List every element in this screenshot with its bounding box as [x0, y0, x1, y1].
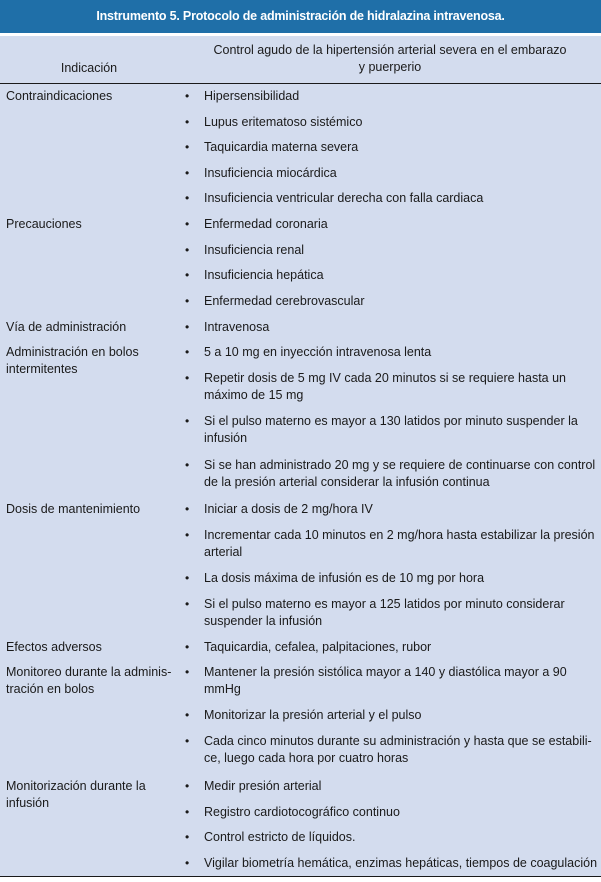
- bullet-icon: •: [185, 371, 190, 385]
- row-label-line: Contraindicaciones: [6, 89, 113, 103]
- row-label: [6, 344, 176, 378]
- list-item-text: [204, 664, 596, 698]
- row-label: [6, 639, 176, 656]
- list-item-line: Repetir dosis de 5 mg IV cada 20 minutos si se requiere hasta un: [204, 371, 567, 385]
- list-item-line: Registro cardiotocográfico continuo: [204, 805, 400, 819]
- row-label: [6, 88, 176, 105]
- bullet-icon: •: [185, 708, 190, 722]
- bullet-icon: •: [185, 320, 190, 334]
- list-item-text: [204, 804, 596, 821]
- bullet-icon: •: [185, 115, 190, 129]
- bullet-icon: •: [185, 571, 190, 585]
- list-item-text: [204, 639, 596, 656]
- row-label-line: Precauciones: [6, 217, 82, 231]
- list-item-text: [204, 829, 596, 846]
- list-item-text: [204, 501, 596, 518]
- bullet-icon: •: [185, 597, 190, 611]
- list-item-line: Taquicardia materna severa: [204, 140, 359, 154]
- list-item-line: Insuficiencia hepática: [204, 268, 324, 282]
- row-label: [6, 319, 176, 336]
- list-item-line: Enfermedad cerebrovascular: [204, 294, 365, 308]
- bullet-icon: •: [185, 140, 190, 154]
- list-item-line: Hipersensibilidad: [204, 89, 300, 103]
- list-item-line: Cada cinco minutos durante su administración y hasta que se estabili-: [204, 734, 592, 748]
- bullet-icon: •: [185, 268, 190, 282]
- list-item-line: de la presión arterial considerar la infusión continua: [204, 475, 490, 489]
- row-label: [6, 664, 176, 698]
- list-item-text: [204, 733, 596, 767]
- list-item-line: Intravenosa: [204, 320, 270, 334]
- list-item-line: Monitorizar la presión arterial y el pulso: [204, 708, 422, 722]
- bullet-icon: •: [185, 458, 190, 472]
- row-label: [6, 216, 176, 233]
- list-item-line: mmHg: [204, 682, 241, 696]
- table-header: [0, 36, 601, 84]
- list-item-text: [204, 778, 596, 795]
- list-item-text: [204, 707, 596, 724]
- row-label-line: Dosis de mantenimiento: [6, 502, 141, 516]
- row-label: [6, 501, 176, 518]
- bullet-icon: •: [185, 166, 190, 180]
- bullet-icon: •: [185, 805, 190, 819]
- list-item-text: [204, 242, 596, 259]
- bullet-icon: •: [185, 345, 190, 359]
- bottom-rule: [0, 876, 601, 877]
- bullet-icon: •: [185, 734, 190, 748]
- row-label-line: Monitoreo durante la adminis-: [6, 665, 172, 679]
- list-item-line: Enfermedad coronaria: [204, 217, 328, 231]
- bullet-icon: •: [185, 640, 190, 654]
- row-label-line: tración en bolos: [6, 682, 95, 696]
- bullet-icon: •: [185, 528, 190, 542]
- bullet-icon: •: [185, 502, 190, 516]
- list-item-line: arterial: [204, 545, 243, 559]
- list-item-line: Medir presión arterial: [204, 779, 322, 793]
- list-item-line: Si el pulso materno es mayor a 125 latidos por minuto considerar: [204, 597, 565, 611]
- bullet-icon: •: [185, 414, 190, 428]
- list-item-text: [204, 88, 596, 105]
- header-control: [190, 42, 590, 76]
- list-item-text: [204, 570, 596, 587]
- list-item-text: [204, 165, 596, 182]
- list-item-line: Iniciar a dosis de 2 mg/hora IV: [204, 502, 373, 516]
- bullet-icon: •: [185, 830, 190, 844]
- list-item-line: infusión: [204, 431, 248, 445]
- list-item-text: [204, 457, 596, 491]
- bullet-icon: •: [185, 294, 190, 308]
- list-item-text: [204, 293, 596, 310]
- list-item-line: Insuficiencia renal: [204, 243, 305, 257]
- list-item-line: 5 a 10 mg en inyección intravenosa lenta: [204, 345, 432, 359]
- list-item-line: máximo de 15 mg: [204, 388, 304, 402]
- list-item-text: [204, 267, 596, 284]
- row-label-line: intermitentes: [6, 362, 78, 376]
- list-item-line: Insuficiencia miocárdica: [204, 166, 337, 180]
- list-item-text: [204, 413, 596, 447]
- list-item-text: [204, 114, 596, 131]
- list-item-line: La dosis máxima de infusión es de 10 mg por hora: [204, 571, 485, 585]
- list-item-line: Mantener la presión sistólica mayor a 140 y diastólica mayor a 90: [204, 665, 567, 679]
- row-label-line: Monitorización durante la: [6, 779, 146, 793]
- list-item-text: [204, 370, 596, 404]
- list-item-text: [204, 319, 596, 336]
- bullet-icon: •: [185, 856, 190, 870]
- list-item-text: [204, 139, 596, 156]
- row-label-line: Vía de administración: [6, 320, 127, 334]
- list-item-line: Insuficiencia ventricular derecha con falla cardiaca: [204, 191, 484, 205]
- list-item-text: [204, 596, 596, 630]
- bullet-icon: •: [185, 243, 190, 257]
- row-label-line: Administración en bolos: [6, 345, 139, 359]
- list-item-line: Lupus eritematoso sistémico: [204, 115, 363, 129]
- list-item-line: suspender la infusión: [204, 614, 323, 628]
- protocol-table: [0, 36, 601, 876]
- row-label: [6, 778, 176, 812]
- list-item-text: [204, 216, 596, 233]
- bullet-icon: •: [185, 89, 190, 103]
- list-item-line: Si se han administrado 20 mg y se requiere de continuarse con control: [204, 458, 596, 472]
- list-item-text: [204, 527, 596, 561]
- list-item-line: ce, luego cada hora por cuatro horas: [204, 751, 409, 765]
- table-title: Instrumento 5. Protocolo de administración de hidralazina intravenosa.: [0, 0, 601, 33]
- list-item-text: [204, 855, 596, 872]
- row-label-line: infusión: [6, 796, 50, 810]
- list-item-line: Control estricto de líquidos.: [204, 830, 356, 844]
- list-item-line: Vigilar biometría hemática, enzimas hepáticas, tiempos de coagulación: [204, 856, 598, 870]
- header-control-line2: y puerperio: [358, 60, 422, 74]
- bullet-icon: •: [185, 779, 190, 793]
- bullet-icon: •: [185, 217, 190, 231]
- row-label-line: Efectos adversos: [6, 640, 102, 654]
- header-control-line1: Control agudo de la hipertensión arterial severa en el embarazo: [213, 43, 567, 57]
- bullet-icon: •: [185, 191, 190, 205]
- list-item-line: Taquicardia, cefalea, palpitaciones, rubor: [204, 640, 432, 654]
- list-item-line: Si el pulso materno es mayor a 130 latidos por minuto suspender la: [204, 414, 578, 428]
- list-item-line: Incrementar cada 10 minutos en 2 mg/hora hasta estabilizar la presión: [204, 528, 595, 542]
- list-item-text: [204, 190, 596, 207]
- header-indicacion: Indicación: [60, 61, 118, 75]
- list-item-text: [204, 344, 596, 361]
- bullet-icon: •: [185, 665, 190, 679]
